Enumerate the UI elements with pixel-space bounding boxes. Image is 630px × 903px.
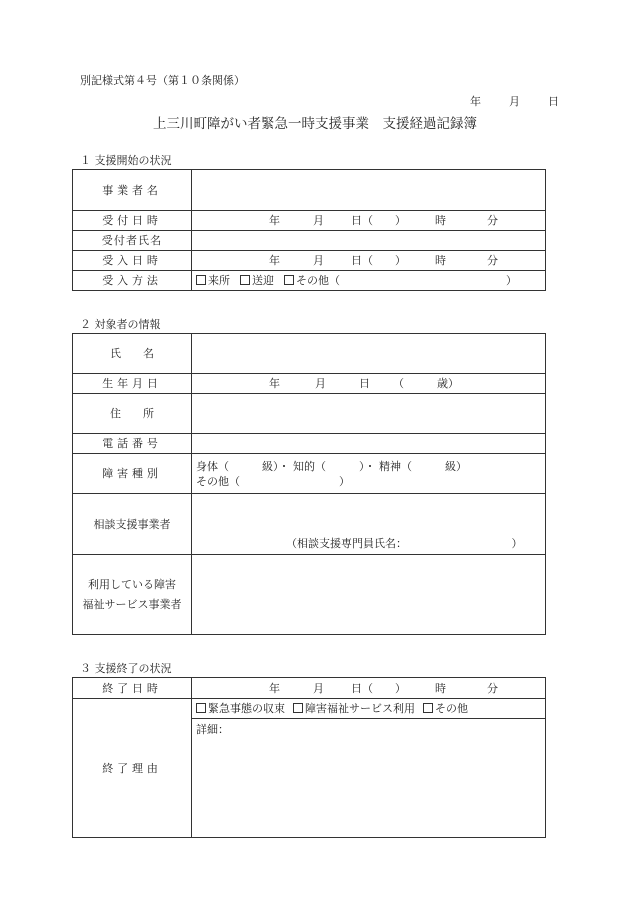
admission-method-label: 受入方法 — [73, 271, 192, 291]
reason-other-option[interactable] — [423, 702, 468, 715]
end-datetime-label: 終了日時 — [73, 678, 192, 699]
reason-service-label: 障害福祉サービス利用 — [305, 702, 415, 715]
dt-min: 分 — [487, 214, 498, 227]
checkbox-icon — [196, 703, 206, 713]
checkbox-icon — [196, 275, 206, 285]
disability-field[interactable] — [192, 454, 546, 494]
page-title: 上三川町障がい者緊急一時支援事業 支援経過記録簿 — [153, 116, 477, 132]
dt-year: 年 — [269, 214, 280, 227]
reason-emergency-label: 緊急事態の収束 — [208, 702, 285, 715]
section1-title: １ 支援開始の状況 — [80, 154, 172, 167]
section2-title: ２ 対象者の情報 — [80, 318, 161, 331]
method-close-paren: ） — [506, 274, 517, 287]
method-visit-label: 来所 — [208, 274, 230, 287]
form-reference: 別記様式第４号（第１０条関係） — [80, 74, 245, 87]
birth-year: 年 — [269, 377, 280, 390]
end-reason-options — [192, 699, 546, 719]
date-month: 月 — [509, 95, 520, 108]
phone-label: 電話番号 — [73, 434, 192, 454]
reception-datetime-label: 受付日時 — [73, 211, 192, 231]
date-year: 年 — [470, 95, 481, 108]
method-other-label: その他（ — [296, 274, 340, 287]
end-datetime-field[interactable] — [192, 678, 546, 699]
checkbox-icon — [293, 703, 303, 713]
dt-hour: 時 — [435, 681, 446, 695]
service-label-line-1: 利用している障害 — [88, 577, 176, 591]
checkbox-icon — [423, 703, 433, 713]
document-date — [470, 93, 559, 109]
dt-hour: 時 — [435, 214, 446, 227]
dt-day: 日（ ） — [351, 681, 406, 695]
address-field[interactable] — [192, 394, 546, 434]
method-other-option[interactable] — [284, 274, 506, 287]
consult-label: 相談支援事業者 — [73, 494, 192, 555]
method-pickup-label: 送迎 — [252, 274, 274, 287]
admission-datetime-field[interactable] — [192, 251, 546, 271]
dt-day: 日（ ） — [351, 214, 406, 227]
detail-field[interactable] — [192, 719, 546, 838]
dt-hour: 時 — [435, 254, 446, 267]
section3-title: ３ 支援終了の状況 — [80, 662, 172, 675]
date-day: 日 — [548, 95, 559, 108]
dt-year: 年 — [269, 254, 280, 267]
dt-month: 月 — [313, 681, 324, 695]
birth-month: 月 — [315, 377, 326, 390]
service-field[interactable] — [192, 555, 546, 635]
dt-month: 月 — [313, 254, 324, 267]
service-label-line-2: 福祉サービス事業者 — [82, 597, 182, 611]
dt-min: 分 — [487, 254, 498, 267]
reason-other-label: その他 — [435, 702, 468, 715]
section3-table — [72, 677, 546, 838]
reason-emergency-option[interactable] — [196, 702, 285, 715]
birth-day: 日 — [359, 377, 370, 390]
admission-datetime-label: 受入日時 — [73, 251, 192, 271]
dt-month: 月 — [313, 214, 324, 227]
method-pickup-option[interactable] — [240, 274, 274, 287]
dt-min: 分 — [487, 681, 498, 695]
end-reason-label: 終了理由 — [73, 699, 192, 838]
checkbox-icon — [284, 275, 294, 285]
dt-day: 日（ ） — [351, 254, 406, 267]
birth-age: （ 歳） — [393, 377, 459, 390]
name-field[interactable] — [192, 334, 546, 374]
detail-label: 詳細： — [196, 723, 229, 736]
section1-table — [72, 169, 546, 291]
reception-datetime-field[interactable] — [192, 211, 546, 231]
receptionist-label: 受付者氏名 — [73, 231, 192, 251]
admission-method-field — [192, 271, 546, 291]
disability-line-2: その他（ ） — [196, 474, 350, 488]
section2-table — [72, 333, 546, 635]
reason-service-option[interactable] — [293, 702, 415, 715]
birth-label: 生年月日 — [73, 374, 192, 394]
service-label — [73, 555, 192, 635]
phone-field[interactable] — [192, 434, 546, 454]
consult-field[interactable] — [192, 494, 546, 555]
consult-note: （相談支援専門員氏名： ） — [286, 537, 523, 550]
business-field[interactable] — [192, 170, 546, 211]
dt-year: 年 — [269, 681, 280, 695]
disability-label: 障害種別 — [73, 454, 192, 494]
method-visit-option[interactable] — [196, 274, 230, 287]
receptionist-field[interactable] — [192, 231, 546, 251]
birth-field[interactable] — [192, 374, 546, 394]
business-label: 事業者名 — [73, 170, 192, 211]
checkbox-icon — [240, 275, 250, 285]
disability-line-1: 身体（ 級）・ 知的（ ）・ 精神（ 級） — [196, 459, 467, 473]
address-label: 住 所 — [73, 394, 192, 434]
name-label: 氏 名 — [73, 334, 192, 374]
